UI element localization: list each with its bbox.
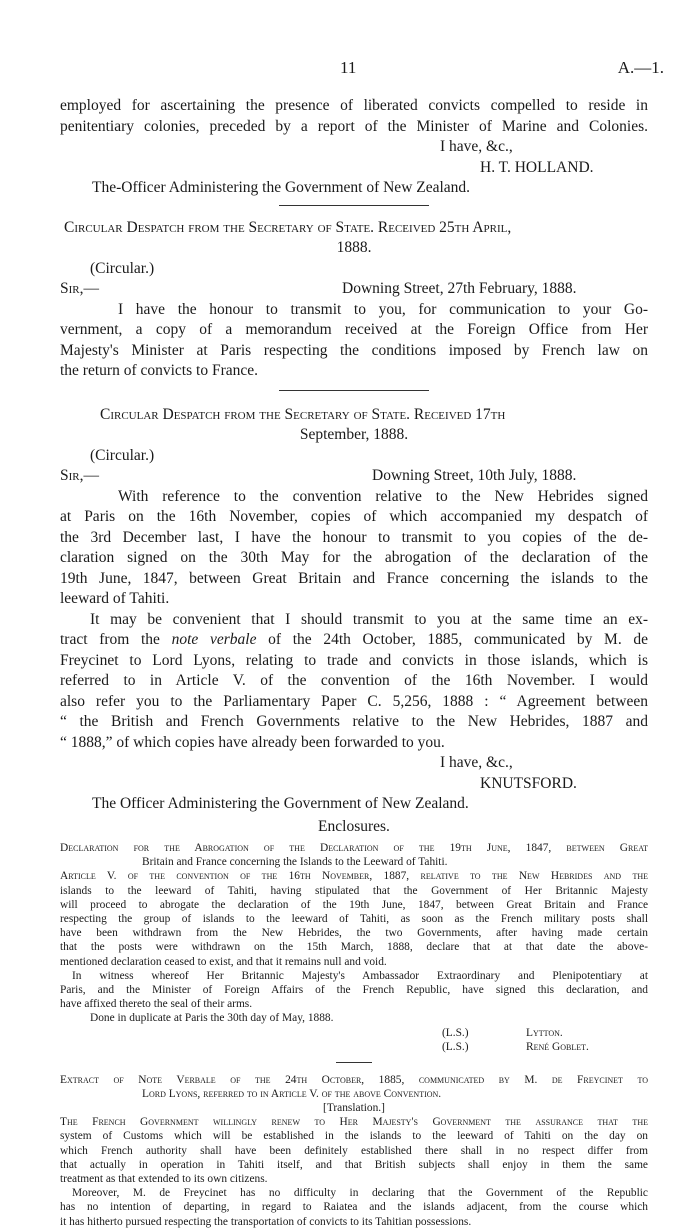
text-line: that the posts were withdrawn on the 15th March, 1888, declare that at that date the above- <box>60 941 648 954</box>
circular-label: (Circular.) <box>90 259 155 277</box>
document-reference: A.—1. <box>617 58 664 77</box>
document-body <box>60 96 648 1229</box>
seal-mark: (L.S.) <box>442 1026 469 1039</box>
text-line: has no intention of departing, in regard to Raiatea and the islands adjacent, from the course which <box>60 1201 648 1214</box>
despatch-february <box>60 218 648 382</box>
page-header <box>0 58 700 82</box>
despatch-heading-date: September, 1888. <box>299 426 409 443</box>
text-line: In witness whereof Her Britannic Majesty's Ambassador Extraordinary and Plenipotentiary at <box>72 969 648 982</box>
text-line: penitentiary colonies, preceded by a report of the Minister of Marine and Colonies. <box>60 117 648 135</box>
text-line: treatment as that extended to its own citizens. <box>60 1173 268 1186</box>
seal-mark: (L.S.) <box>442 1040 469 1053</box>
place-date: Downing Street, 27th February, 1888. <box>342 280 577 297</box>
text-line: referred to in Article V. of the convention of the 16th November. I would <box>60 672 648 689</box>
text-line: “ the British and French Governments relative to the New Hebrides, 1887 and <box>60 713 648 730</box>
despatch-july <box>60 405 648 838</box>
text-line: it has hitherto pursued respecting the transportation of convicts to its Tahitian possessions. <box>60 1215 472 1228</box>
despatch-heading: Circular Despatch from the Secretary of State. Received 17th <box>100 405 506 423</box>
text-line: Freycinet to Lord Lyons, relating to trade and convicts in those islands, which is <box>60 651 648 669</box>
text-line: that actually in operation in Tahiti itself, and that British subjects shall enjoy in them the same <box>60 1158 648 1171</box>
note-verbale-extract <box>60 1073 648 1229</box>
text-line: vernment, a copy of a memorandum received at the Foreign Office from Her <box>60 321 648 338</box>
signatory: Lytton. <box>526 1026 563 1039</box>
signatory: René Goblet. <box>526 1040 589 1053</box>
declaration <box>60 841 648 1054</box>
closing: I have, &c., <box>440 138 513 155</box>
text-line: claration signed on the 30th May for the abrogation of the declaration of the <box>60 549 648 566</box>
text-line: tract from the note verbale of the 24th October, 1885, communicated by M. de <box>60 631 648 648</box>
seal-row <box>60 1026 648 1040</box>
declaration-title: Declaration for the Abrogation of the Declaration of the 19th June, 1847, between Great <box>60 842 648 854</box>
place-date: Downing Street, 10th July, 1888. <box>372 467 577 484</box>
text-line: have affixed thereto the seal of their arms. <box>60 998 253 1011</box>
italic-phrase: note verbale <box>171 631 257 648</box>
extract-title: Lord Lyons, referred to in Article V. of the above Convention. <box>142 1087 442 1100</box>
despatch-conclusion <box>60 96 648 199</box>
signature: H. T. HOLLAND. <box>480 158 594 176</box>
despatch-heading: Circular Despatch from the Secretary of State. Received 25th April, <box>64 218 512 236</box>
divider <box>336 1062 372 1063</box>
text-line: at Paris on the 16th November, copies of which accompanied my despatch of <box>60 508 648 525</box>
salutation: Sir,— <box>60 467 99 484</box>
page-number: 11 <box>340 58 357 77</box>
text-line: It may be convenient that I should transmit to you at the same time an ex- <box>90 610 648 628</box>
text-line: 19th June, 1847, between Great Britain and France concerning the islands to the <box>60 569 648 587</box>
text-line: system of Customs which will be established in the islands to the leeward of Tahiti on the day on <box>60 1130 648 1143</box>
seal-row <box>60 1040 648 1054</box>
text-line: Paris, and the Minister of Foreign Affairs of the French Republic, have signed this declaration, and <box>60 984 648 997</box>
text-line: respecting the group of islands to the leeward of Tahiti, as soon as the French military posts shall <box>60 913 648 926</box>
despatch-heading-year: 1888. <box>336 239 372 256</box>
addressee: The-Officer Administering the Government of New Zealand. <box>92 179 471 196</box>
circular-label: (Circular.) <box>90 446 155 464</box>
declaration-title: Britain and France concerning the Islands to the Leeward of Tahiti. <box>142 856 448 869</box>
text-line: I have the honour to transmit to you, for communication to your Go- <box>118 300 648 318</box>
salutation: Sir,— <box>60 280 99 297</box>
text-line: Majesty's Minister at Paris respecting the conditions imposed by French law on <box>60 341 648 359</box>
text-line: have been withdrawn from the New Hebrides, the two Governments, after having made certain <box>60 927 648 940</box>
text-line: islands to the leeward of Tahiti, having stipulated that the Government of Her Britannic Majesty <box>60 884 648 897</box>
text-line: which French authority shall have been definitely established there shall in no respect differ from <box>60 1144 648 1157</box>
divider <box>279 390 429 391</box>
enclosures-heading: Enclosures. <box>318 817 390 835</box>
translation-label: [Translation.] <box>323 1102 385 1115</box>
text-line: Done in duplicate at Paris the 30th day of May, 1888. <box>90 1012 334 1025</box>
text-line: the 3rd December last, I have the honour to transmit to you copies of the de- <box>60 528 648 546</box>
text-line: employed for ascertaining the presence of liberated convicts compelled to reside in <box>60 97 648 114</box>
text-line: also refer you to the Parliamentary Paper C. 5,256, 1888 : “ Agreement between <box>60 692 648 710</box>
text-line: Article V. of the convention of the 16th November, 1887, relative to the New Hebrides and the <box>60 870 648 883</box>
extract-title: Extract of Note Verbale of the 24th October, 1885, communicated by M. de Freycinet to <box>60 1073 648 1086</box>
text-line: Moreover, M. de Freycinet has no difficulty in declaring that the Government of the Republic <box>72 1187 648 1200</box>
text-line: With reference to the convention relative to the New Hebrides signed <box>118 487 648 505</box>
divider <box>279 205 429 206</box>
text-line: will proceed to abrogate the declaration of the 19th June, 1847, between Great Britain and France <box>60 898 648 911</box>
salutation-line <box>60 466 648 487</box>
closing: I have, &c., <box>440 754 513 771</box>
signature: KNUTSFORD. <box>480 774 577 792</box>
addressee: The Officer Administering the Government of New Zealand. <box>92 795 469 812</box>
text-line: mentioned declaration ceased to exist, and that it remains null and void. <box>60 955 387 968</box>
text-line: the return of convicts to France. <box>60 362 258 379</box>
salutation-line <box>60 279 648 300</box>
text-line: “ 1888,” of which copies have already been forwarded to you. <box>60 733 445 751</box>
text-line: leeward of Tahiti. <box>60 590 170 607</box>
text-line: The French Government willingly renew to Her Majesty's Government the assurance that the <box>60 1116 648 1129</box>
